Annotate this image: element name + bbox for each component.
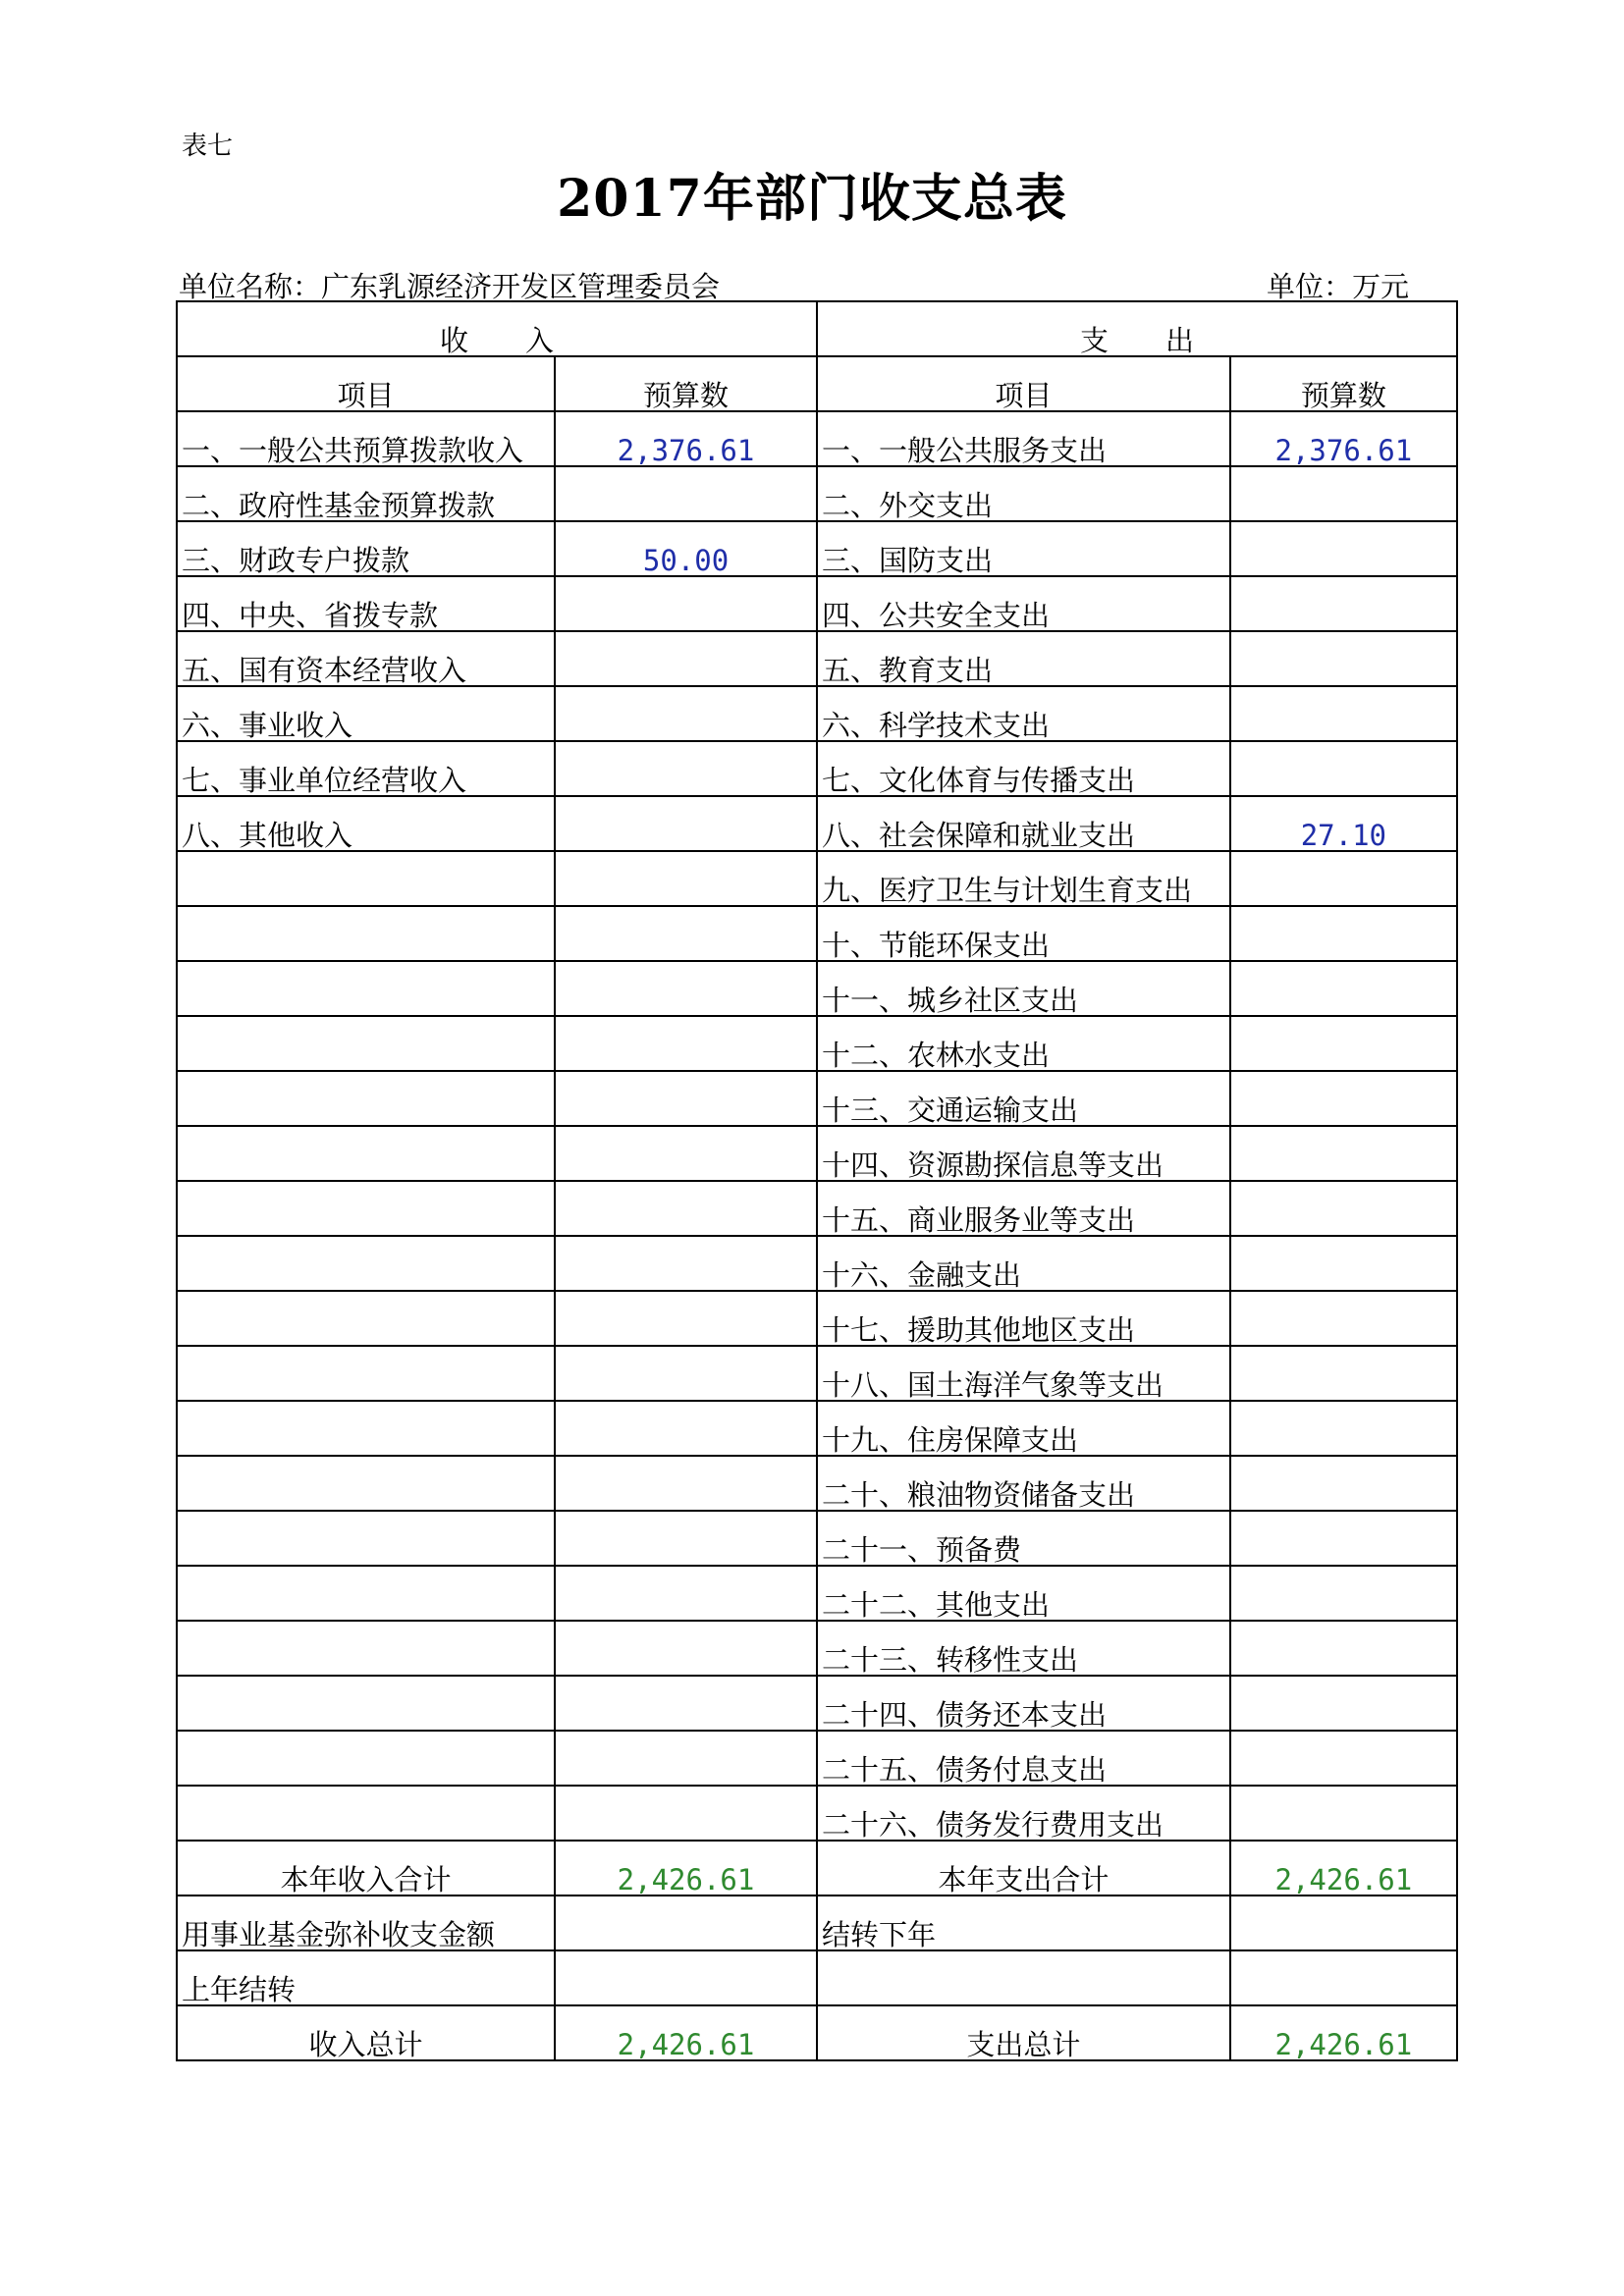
table-row (177, 1621, 1457, 1676)
table-row (177, 1676, 1457, 1731)
income-value-cell (555, 1401, 817, 1456)
expense-value-cell (1230, 1236, 1457, 1291)
table-row (177, 1401, 1457, 1456)
income-item-cell: 本年收入合计 (177, 1841, 555, 1896)
income-value-cell (555, 961, 817, 1016)
expense-value-cell (1230, 741, 1457, 796)
table-label: 表七 (182, 132, 234, 161)
table-row (177, 1456, 1457, 1511)
expense-value-cell (1230, 576, 1457, 631)
table-row (177, 1016, 1457, 1071)
expense-value-cell (1230, 1401, 1457, 1456)
income-value-cell: 2,376.61 (555, 411, 817, 466)
expense-value-cell (1230, 1291, 1457, 1346)
income-item-cell: 上年结转 (177, 1950, 555, 2005)
income-item-cell: 三、财政专户拨款 (177, 521, 555, 576)
income-item-cell (177, 1456, 555, 1511)
table-row (177, 1566, 1457, 1621)
table-row (177, 1346, 1457, 1401)
budget-table (176, 300, 1458, 2061)
table-row (177, 741, 1457, 796)
income-item-cell: 七、事业单位经营收入 (177, 741, 555, 796)
expense-value-cell (1230, 686, 1457, 741)
expense-value-cell (1230, 521, 1457, 576)
expense-value-cell: 2,426.61 (1230, 2005, 1457, 2060)
expense-value-cell (1230, 1676, 1457, 1731)
expense-value-cell (1230, 961, 1457, 1016)
expense-item-cell: 十一、城乡社区支出 (817, 961, 1230, 1016)
expense-item-cell: 九、医疗卫生与计划生育支出 (817, 851, 1230, 906)
income-item-cell (177, 1291, 555, 1346)
income-value-cell (555, 686, 817, 741)
table-row (177, 961, 1457, 1016)
expense-item-cell: 一、一般公共服务支出 (817, 411, 1230, 466)
income-item-cell: 二、政府性基金预算拨款 (177, 466, 555, 521)
income-value-cell: 2,426.61 (555, 1841, 817, 1896)
income-value-cell (555, 1896, 817, 1950)
table-row (177, 1126, 1457, 1181)
expense-item-cell (817, 1950, 1230, 2005)
income-value-cell (555, 1236, 817, 1291)
income-item-cell (177, 1071, 555, 1126)
expense-value-cell (1230, 851, 1457, 906)
expense-item-header: 项目 (817, 356, 1230, 411)
expense-item-cell: 结转下年 (817, 1896, 1230, 1950)
expense-value-cell: 2,376.61 (1230, 411, 1457, 466)
income-item-cell: 收入总计 (177, 2005, 555, 2060)
unit-label: 单位：万元 (1267, 270, 1410, 303)
expense-item-cell: 十三、交通运输支出 (817, 1071, 1230, 1126)
income-value-cell (555, 1566, 817, 1621)
table-row (177, 1786, 1457, 1841)
summary-row (177, 1896, 1457, 1950)
income-item-cell (177, 1511, 555, 1566)
table-row (177, 1511, 1457, 1566)
table-row (177, 521, 1457, 576)
expense-item-cell: 十八、国土海洋气象等支出 (817, 1346, 1230, 1401)
expense-value-cell (1230, 1566, 1457, 1621)
summary-row (177, 1841, 1457, 1896)
table-row (177, 1071, 1457, 1126)
expense-item-cell: 二十、粮油物资储备支出 (817, 1456, 1230, 1511)
table-row (177, 631, 1457, 686)
expense-item-cell: 十六、金融支出 (817, 1236, 1230, 1291)
table-row (177, 466, 1457, 521)
expense-item-cell: 五、教育支出 (817, 631, 1230, 686)
income-item-cell (177, 1346, 555, 1401)
income-item-cell (177, 851, 555, 906)
expense-item-cell: 二十五、债务付息支出 (817, 1731, 1230, 1786)
income-item-cell (177, 1731, 555, 1786)
income-value-cell: 2,426.61 (555, 2005, 817, 2060)
income-item-cell (177, 1566, 555, 1621)
income-value-cell (555, 1786, 817, 1841)
expense-value-cell (1230, 1621, 1457, 1676)
income-value-cell (555, 1621, 817, 1676)
income-value-cell (555, 631, 817, 686)
table-row (177, 576, 1457, 631)
income-header: 收 入 (177, 301, 817, 356)
expense-item-cell: 十九、住房保障支出 (817, 1401, 1230, 1456)
column-header-row (177, 356, 1457, 411)
expense-item-cell: 二十四、债务还本支出 (817, 1676, 1230, 1731)
expense-value-cell (1230, 1786, 1457, 1841)
income-value-cell (555, 1511, 817, 1566)
income-value-cell (555, 796, 817, 851)
expense-item-cell: 十二、农林水支出 (817, 1016, 1230, 1071)
expense-value-cell (1230, 1346, 1457, 1401)
income-budget-header: 预算数 (555, 356, 817, 411)
page-title: 2017年部门收支总表 (557, 169, 1067, 229)
expense-item-cell: 二十三、转移性支出 (817, 1621, 1230, 1676)
income-item-cell: 八、其他收入 (177, 796, 555, 851)
table-row (177, 851, 1457, 906)
table-row (177, 796, 1457, 851)
expense-value-cell (1230, 1456, 1457, 1511)
expense-item-cell: 六、科学技术支出 (817, 686, 1230, 741)
expense-value-cell (1230, 631, 1457, 686)
table-row (177, 1731, 1457, 1786)
income-value-cell (555, 1071, 817, 1126)
income-value-cell (555, 1950, 817, 2005)
income-item-cell: 五、国有资本经营收入 (177, 631, 555, 686)
summary-row (177, 1950, 1457, 2005)
income-value-cell (555, 1456, 817, 1511)
expense-item-cell: 支出总计 (817, 2005, 1230, 2060)
expense-item-cell: 本年支出合计 (817, 1841, 1230, 1896)
expense-value-cell (1230, 1016, 1457, 1071)
expense-item-cell: 四、公共安全支出 (817, 576, 1230, 631)
expense-value-cell (1230, 1511, 1457, 1566)
expense-item-cell: 十五、商业服务业等支出 (817, 1181, 1230, 1236)
expense-item-cell: 十四、资源勘探信息等支出 (817, 1126, 1230, 1181)
income-value-cell (555, 1676, 817, 1731)
income-item-cell: 四、中央、省拨专款 (177, 576, 555, 631)
income-item-cell (177, 1181, 555, 1236)
expense-item-cell: 二十二、其他支出 (817, 1566, 1230, 1621)
section-header-row (177, 301, 1457, 356)
income-item-cell (177, 961, 555, 1016)
expense-value-cell (1230, 906, 1457, 961)
income-value-cell (555, 1291, 817, 1346)
income-item-cell (177, 1016, 555, 1071)
income-item-cell (177, 1621, 555, 1676)
unit-name: 单位名称：广东乳源经济开发区管理委员会 (179, 270, 721, 303)
income-value-cell: 50.00 (555, 521, 817, 576)
expense-item-cell: 十七、援助其他地区支出 (817, 1291, 1230, 1346)
expense-header: 支 出 (817, 301, 1457, 356)
expense-item-cell: 八、社会保障和就业支出 (817, 796, 1230, 851)
table-row (177, 411, 1457, 466)
expense-value-cell (1230, 1071, 1457, 1126)
expense-item-cell: 三、国防支出 (817, 521, 1230, 576)
table-row (177, 906, 1457, 961)
income-item-cell: 用事业基金弥补收支金额 (177, 1896, 555, 1950)
expense-value-cell (1230, 1181, 1457, 1236)
income-item-header: 项目 (177, 356, 555, 411)
expense-item-cell: 七、文化体育与传播支出 (817, 741, 1230, 796)
income-value-cell (555, 1731, 817, 1786)
table-row (177, 1181, 1457, 1236)
income-item-cell: 六、事业收入 (177, 686, 555, 741)
table-row (177, 1291, 1457, 1346)
income-item-cell (177, 1676, 555, 1731)
table-row (177, 1236, 1457, 1291)
income-item-cell (177, 1126, 555, 1181)
expense-value-cell (1230, 1731, 1457, 1786)
income-value-cell (555, 1126, 817, 1181)
expense-value-cell (1230, 1126, 1457, 1181)
expense-item-cell: 二十六、债务发行费用支出 (817, 1786, 1230, 1841)
income-item-cell (177, 1786, 555, 1841)
income-item-cell (177, 1401, 555, 1456)
income-item-cell: 一、一般公共预算拨款收入 (177, 411, 555, 466)
expense-value-cell (1230, 466, 1457, 521)
income-item-cell (177, 906, 555, 961)
expense-value-cell: 27.10 (1230, 796, 1457, 851)
income-value-cell (555, 1016, 817, 1071)
expense-budget-header: 预算数 (1230, 356, 1457, 411)
expense-value-cell (1230, 1896, 1457, 1950)
income-item-cell (177, 1236, 555, 1291)
expense-item-cell: 二十一、预备费 (817, 1511, 1230, 1566)
income-value-cell (555, 741, 817, 796)
table-row (177, 686, 1457, 741)
expense-item-cell: 二、外交支出 (817, 466, 1230, 521)
expense-item-cell: 十、节能环保支出 (817, 906, 1230, 961)
income-value-cell (555, 1346, 817, 1401)
income-value-cell (555, 851, 817, 906)
expense-value-cell (1230, 1950, 1457, 2005)
expense-value-cell: 2,426.61 (1230, 1841, 1457, 1896)
income-value-cell (555, 466, 817, 521)
income-value-cell (555, 576, 817, 631)
summary-row (177, 2005, 1457, 2060)
income-value-cell (555, 906, 817, 961)
income-value-cell (555, 1181, 817, 1236)
